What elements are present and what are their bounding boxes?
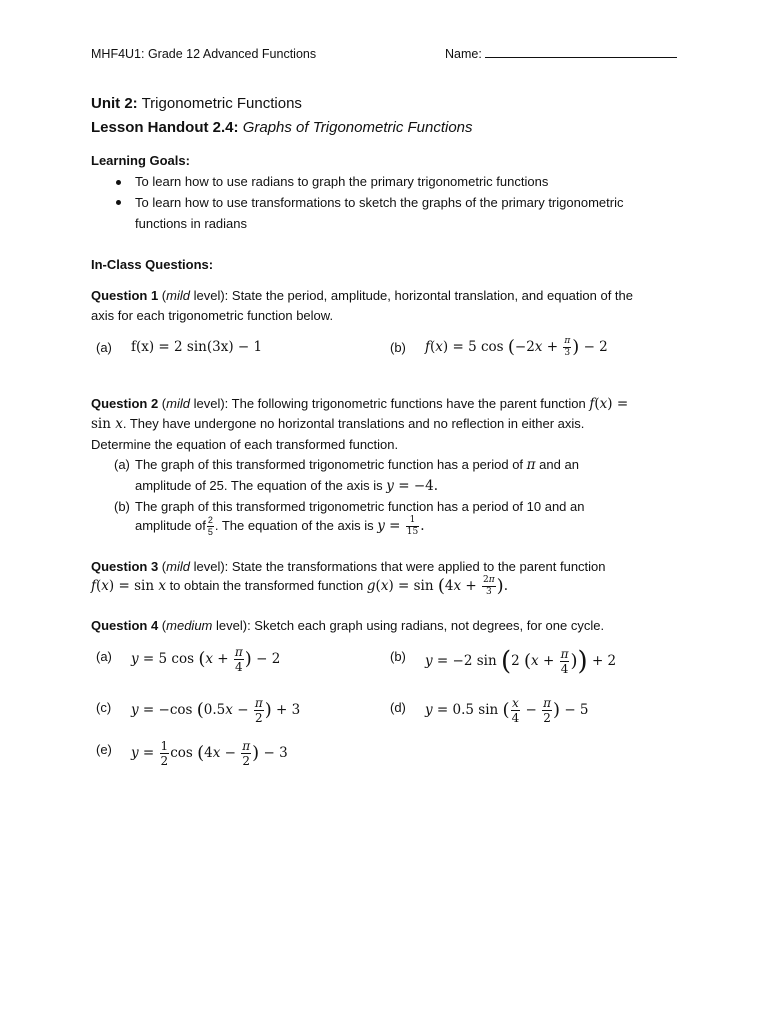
q4-e-equation: y = $\frac{1}{2}$ cos (4x − $\frac{\pi}{2}$ ) − 3 xyxy=(131,739,288,768)
lesson-title: Graphs of Trigonometric Functions xyxy=(242,119,473,136)
q4-e-label: (e) xyxy=(96,742,112,757)
unit-heading xyxy=(91,95,302,112)
q1-a-equation: f(x) = 2 sin(3x) − 1 xyxy=(131,339,263,355)
q3-line2: f(x) = sin x to obtain the transformed function g(x) = sin (4x + $\frac{2\pi}{3}$ ). xyxy=(91,575,508,597)
q4-a-equation: y = 5 cos (x + $\frac{\pi}{4}$ ) − 2 xyxy=(131,645,281,674)
q2-b-label: (b) xyxy=(114,499,130,514)
q4-line1: Question 4 (medium level): Sketch each graph using radians, not degrees, for one cycle. xyxy=(91,618,605,633)
q1-a-label: (a) xyxy=(96,340,112,355)
unit-title: Trigonometric Functions xyxy=(141,95,302,112)
q3-level: mild xyxy=(166,559,190,574)
goal-item-continued: functions in radians xyxy=(135,216,248,231)
q2-b-line2: amplitude of $\frac{2}{5}$ . The equation of the axis is y = $\frac{1}{15}$ . xyxy=(135,515,425,538)
learning-goals-heading: Learning Goals: xyxy=(91,153,190,168)
course-title: MHF4U1: Grade 12 Advanced Functions xyxy=(91,47,317,61)
q1-level: mild xyxy=(166,288,190,303)
q1-line1: Question 1 (mild level): State the period, amplitude, horizontal translation, and equation of the xyxy=(91,288,634,303)
lesson-heading xyxy=(91,119,473,136)
in-class-heading: In-Class Questions: xyxy=(91,257,214,272)
q2-parent-function: f(x) = xyxy=(589,396,629,412)
q1-label: Question 1 xyxy=(91,288,159,303)
q2-b-line1: The graph of this transformed trigonometric function has a period of 10 and an xyxy=(135,499,585,514)
bullet-icon xyxy=(116,200,121,205)
q2-a-line1: The graph of this transformed trigonometric function has a period of π and an xyxy=(135,457,579,473)
q3-line1: Question 3 (mild level): State the transformations that were applied to the parent function xyxy=(91,559,606,574)
q1-b-equation: f(x) = 5 cos (−2x + $\frac{\pi}{3}$ ) − 2 xyxy=(425,336,608,358)
q2-label: Question 2 xyxy=(91,396,159,411)
q2-level: mild xyxy=(166,396,190,411)
lesson-label: Lesson Handout 2.4: xyxy=(91,119,239,136)
q4-d-equation: y = 0.5 sin ( $\frac{x}{4}$ − $\frac{\pi}{2}$ ) − 5 xyxy=(425,696,589,725)
q4-label: Question 4 xyxy=(91,618,159,633)
q4-d-label: (d) xyxy=(390,700,406,715)
name-field xyxy=(445,47,677,61)
q2-line1: Question 2 (mild level): The following trigonometric functions have the parent function f(x) = xyxy=(91,396,629,412)
q4-level: medium xyxy=(166,618,213,633)
q3-label: Question 3 xyxy=(91,559,159,574)
q2-a-line2: amplitude of 25. The equation of the axis is y = −4. xyxy=(135,478,439,494)
q4-a-label: (a) xyxy=(96,649,112,664)
goal-item: To learn how to use radians to graph the primary trigonometric functions xyxy=(135,174,549,189)
q4-b-equation: y = −2 sin (2 (x + $\frac{\pi}{4}$ )) + 2 xyxy=(425,646,617,677)
q2-line2: sin x. They have undergone no horizontal translations and no reflection in either axis. xyxy=(91,416,585,432)
q1-line2: axis for each trigonometric function below. xyxy=(91,308,334,323)
q1-prompt: level): State the period, amplitude, horizontal translation, and equation of the xyxy=(193,288,634,303)
q1-b-label: (b) xyxy=(390,340,406,355)
goal-item: To learn how to use transformations to sketch the graphs of the primary trigonometric xyxy=(135,195,624,210)
name-label: Name: xyxy=(445,47,482,61)
q4-c-equation: y = −cos (0.5x − $\frac{\pi}{2}$ ) + 3 xyxy=(131,696,301,725)
bullet-icon xyxy=(116,180,121,185)
q2-a-label: (a) xyxy=(114,457,130,472)
q2-line3: Determine the equation of each transformed function. xyxy=(91,437,399,452)
q4-c-label: (c) xyxy=(96,700,112,715)
unit-label: Unit 2: xyxy=(91,95,138,112)
name-blank-line xyxy=(485,47,677,58)
q4-b-label: (b) xyxy=(390,649,406,664)
